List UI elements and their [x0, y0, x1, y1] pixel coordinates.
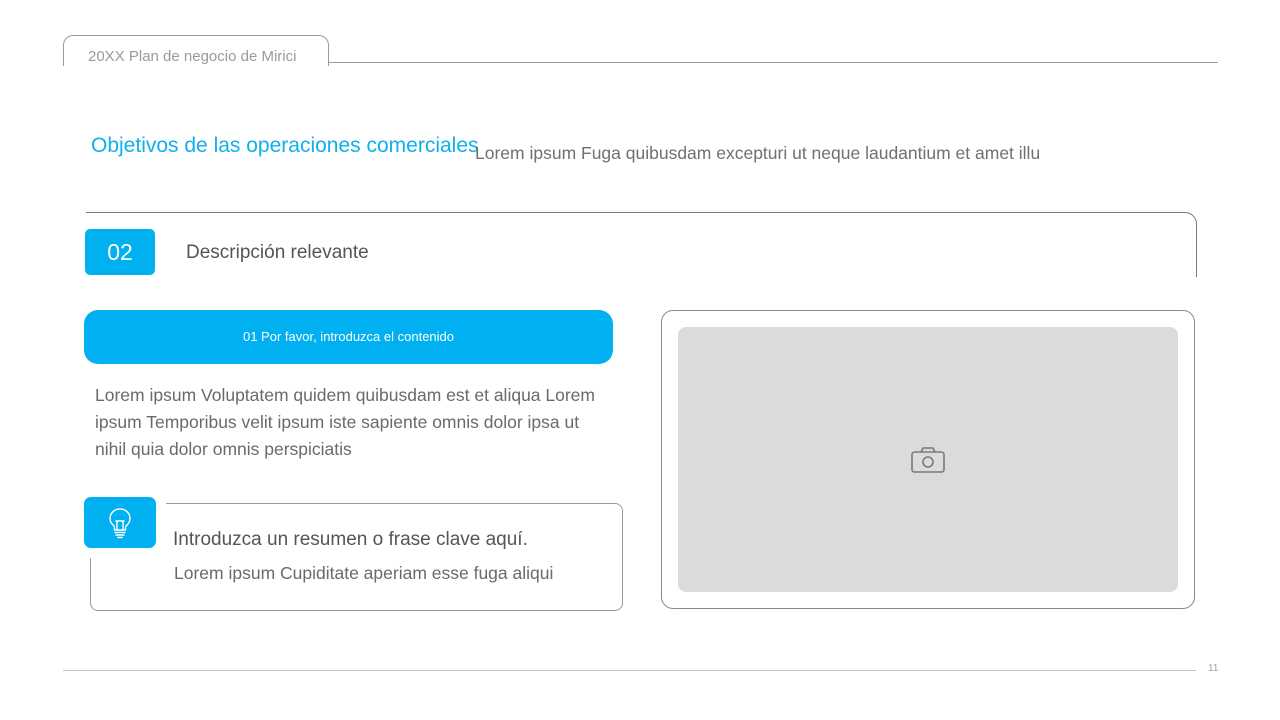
- summary-box: [90, 503, 623, 611]
- summary-title: Introduzca un resumen o frase clave aquí.: [173, 529, 528, 550]
- summary-text: Lorem ipsum Cupiditate aperiam esse fuga aliqui: [174, 563, 554, 583]
- page-number: 11: [1208, 663, 1219, 674]
- section-number-badge: 02: [85, 229, 155, 275]
- camera-icon: [911, 446, 945, 474]
- section-heading: Descripción relevante: [186, 242, 369, 263]
- slide-subtitle: Lorem ipsum Fuga quibusdam excepturi ut neque laudantium et amet illu: [475, 143, 1041, 163]
- header-divider: [328, 62, 1218, 63]
- slide-title: Objetivos de las operaciones comerciales: [91, 134, 479, 157]
- document-title: 20XX Plan de negocio de Mirici: [88, 48, 297, 65]
- footer-divider: [63, 670, 1196, 671]
- body-paragraph: Lorem ipsum Voluptatem quidem quibusdam est et aliqua Lorem ipsum Temporibus velit ipsum iste sapiente omnis dolor ipsa ut nihil quia dolor omnis perspiciatis: [95, 385, 595, 459]
- lightbulb-badge: [84, 497, 156, 548]
- image-placeholder[interactable]: [678, 327, 1178, 592]
- content-pill: 01 Por favor, introduzca el contenido: [84, 310, 613, 364]
- lightbulb-icon: [107, 507, 133, 539]
